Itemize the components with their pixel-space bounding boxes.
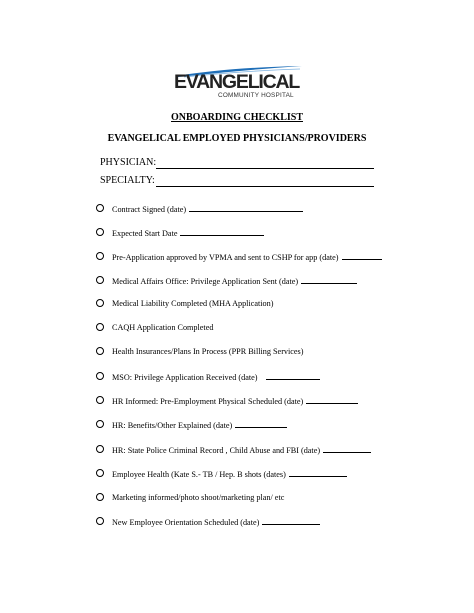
date-blank[interactable] xyxy=(189,202,303,212)
item-label: HR: Benefits/Other Explained (date) xyxy=(112,421,233,430)
checkbox-circle-icon[interactable] xyxy=(96,396,104,404)
item-label: Pre-Application approved by VPMA and sent to CSHP for app (date) xyxy=(112,253,339,262)
checkbox-circle-icon[interactable] xyxy=(96,228,104,236)
date-blank[interactable] xyxy=(180,226,264,236)
item-label: New Employee Orientation Scheduled (date) xyxy=(112,518,260,527)
checkbox-circle-icon[interactable] xyxy=(96,299,104,307)
physician-field xyxy=(100,157,156,169)
checkbox-circle-icon[interactable] xyxy=(96,252,104,260)
specialty-blank[interactable] xyxy=(156,186,374,187)
item-label: HR Informed: Pre-Employment Physical Scheduled (date) xyxy=(112,397,304,406)
page-title xyxy=(0,112,474,124)
date-blank[interactable] xyxy=(342,250,382,260)
checkbox-circle-icon[interactable] xyxy=(96,445,104,453)
item-label: Contract Signed (date) xyxy=(112,205,187,214)
item-label: Health Insurances/Plans In Process (PPR Billing Services) xyxy=(112,347,304,356)
specialty-label: SPECIALTY: xyxy=(100,175,155,186)
specialty-field xyxy=(100,175,155,187)
date-blank[interactable] xyxy=(266,370,320,380)
checkbox-circle-icon[interactable] xyxy=(96,347,104,355)
item-label: Employee Health (Kate S.- TB / Hep. B shots (dates) xyxy=(112,470,286,479)
date-blank[interactable] xyxy=(301,274,357,284)
checkbox-circle-icon[interactable] xyxy=(96,204,104,212)
checkbox-circle-icon[interactable] xyxy=(96,517,104,525)
logo-tagline: COMMUNITY HOSPITAL xyxy=(218,92,294,99)
physician-blank[interactable] xyxy=(156,168,374,169)
checkbox-circle-icon[interactable] xyxy=(96,323,104,331)
logo-name: EVANGELICAL xyxy=(174,71,300,93)
physician-label: PHYSICIAN: xyxy=(100,157,157,168)
checkbox-circle-icon[interactable] xyxy=(96,372,104,380)
date-blank[interactable] xyxy=(306,394,358,404)
hospital-logo xyxy=(174,64,304,100)
item-label: Marketing informed/photo shoot/marketing plan/ etc xyxy=(112,493,285,502)
checkbox-circle-icon[interactable] xyxy=(96,276,104,284)
item-label: Medical Affairs Office: Privilege Application Sent (date) xyxy=(112,277,299,286)
checkbox-circle-icon[interactable] xyxy=(96,420,104,428)
page-title-text: ONBOARDING CHECKLIST xyxy=(171,112,303,123)
item-label: HR: State Police Criminal Record , Child Abuse and FBI (date) xyxy=(112,446,321,455)
item-label: Medical Liability Completed (MHA Application) xyxy=(112,299,274,308)
item-label: MSO: Privilege Application Received (date) xyxy=(112,373,258,382)
date-blank[interactable] xyxy=(235,418,287,428)
date-blank[interactable] xyxy=(262,515,320,525)
checkbox-circle-icon[interactable] xyxy=(96,469,104,477)
item-label: Expected Start Date xyxy=(112,229,178,238)
page-subtitle: EVANGELICAL EMPLOYED PHYSICIANS/PROVIDERS xyxy=(107,133,367,144)
date-blank[interactable] xyxy=(323,443,371,453)
item-label: CAQH Application Completed xyxy=(112,323,214,332)
date-blank[interactable] xyxy=(289,467,347,477)
checkbox-circle-icon[interactable] xyxy=(96,493,104,501)
